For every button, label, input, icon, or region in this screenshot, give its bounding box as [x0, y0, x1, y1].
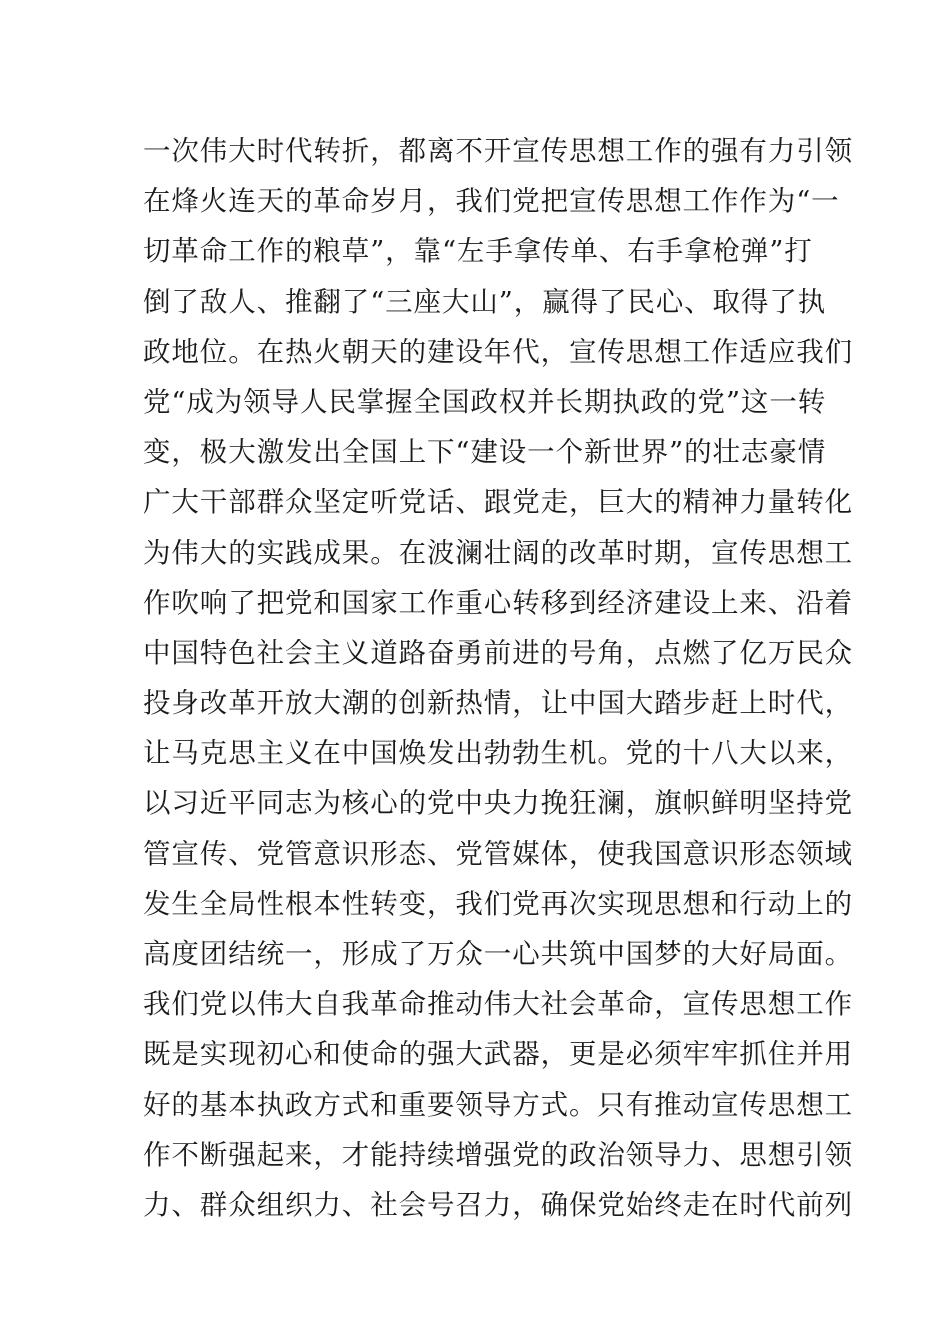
text-line: 倒了敌人、推翻了“三座大山”，赢得了民心、取得了执: [143, 285, 827, 318]
text-line: 高度团结统一，形成了万众一心共筑中国梦的大好局面。: [143, 938, 853, 970]
text-line: 力、群众组织力、社会号召力，确保党始终走在时代前列: [143, 1188, 853, 1221]
text-line: 广大干部群众坚定听党话、跟党走，巨大的精神力量转化: [143, 486, 853, 519]
text-line: 既是实现初心和使命的强大武器，更是必须牢牢抓住并用: [143, 1038, 853, 1071]
text-line: 好的基本执政方式和重要领导方式。只有推动宣传思想工: [143, 1088, 853, 1121]
text-line: 变，极大激发出全国上下“建设一个新世界”的壮志豪情: [143, 436, 827, 469]
text-line: 党“成为领导人民掌握全国政权并长期执政的党”这一转: [143, 385, 827, 418]
text-line: 作吹响了把党和国家工作重心转移到经济建设上来、沿着: [143, 586, 853, 619]
text-line: 中国特色社会主义道路奋勇前进的号角，点燃了亿万民众: [143, 636, 853, 669]
text-line: 发生全局性根本性转变，我们党再次实现思想和行动上的: [143, 887, 853, 920]
text-line: 投身改革开放大潮的创新热情，让中国大踏步赶上时代，: [143, 687, 853, 720]
text-line: 作不断强起来，才能持续增强党的政治领导力、思想引领: [143, 1138, 853, 1171]
text-line: 我们党以伟大自我革命推动伟大社会革命，宣传思想工作: [143, 988, 853, 1021]
text-line: 一次伟大时代转折，都离不开宣传思想工作的强有力引领: [143, 135, 853, 167]
text-line: 为伟大的实践成果。在波澜壮阔的改革时期，宣传思想工: [143, 536, 853, 569]
body-text: [143, 126, 853, 1230]
text-line: 政地位。在热火朝天的建设年代，宣传思想工作适应我们: [143, 335, 853, 368]
text-line: 在烽火连天的革命岁月，我们党把宣传思想工作作为“一: [143, 185, 840, 218]
text-line: 让马克思主义在中国焕发出勃勃生机。党的十八大以来，: [143, 737, 853, 770]
text-line: 以习近平同志为核心的党中央力挽狂澜，旗帜鲜明坚持党: [143, 787, 853, 820]
text-line: 管宣传、党管意识形态、党管媒体，使我国意识形态领域: [143, 837, 853, 870]
text-line: 切革命工作的粮草”，靠“左手拿传单、右手拿枪弹”打: [143, 235, 813, 268]
